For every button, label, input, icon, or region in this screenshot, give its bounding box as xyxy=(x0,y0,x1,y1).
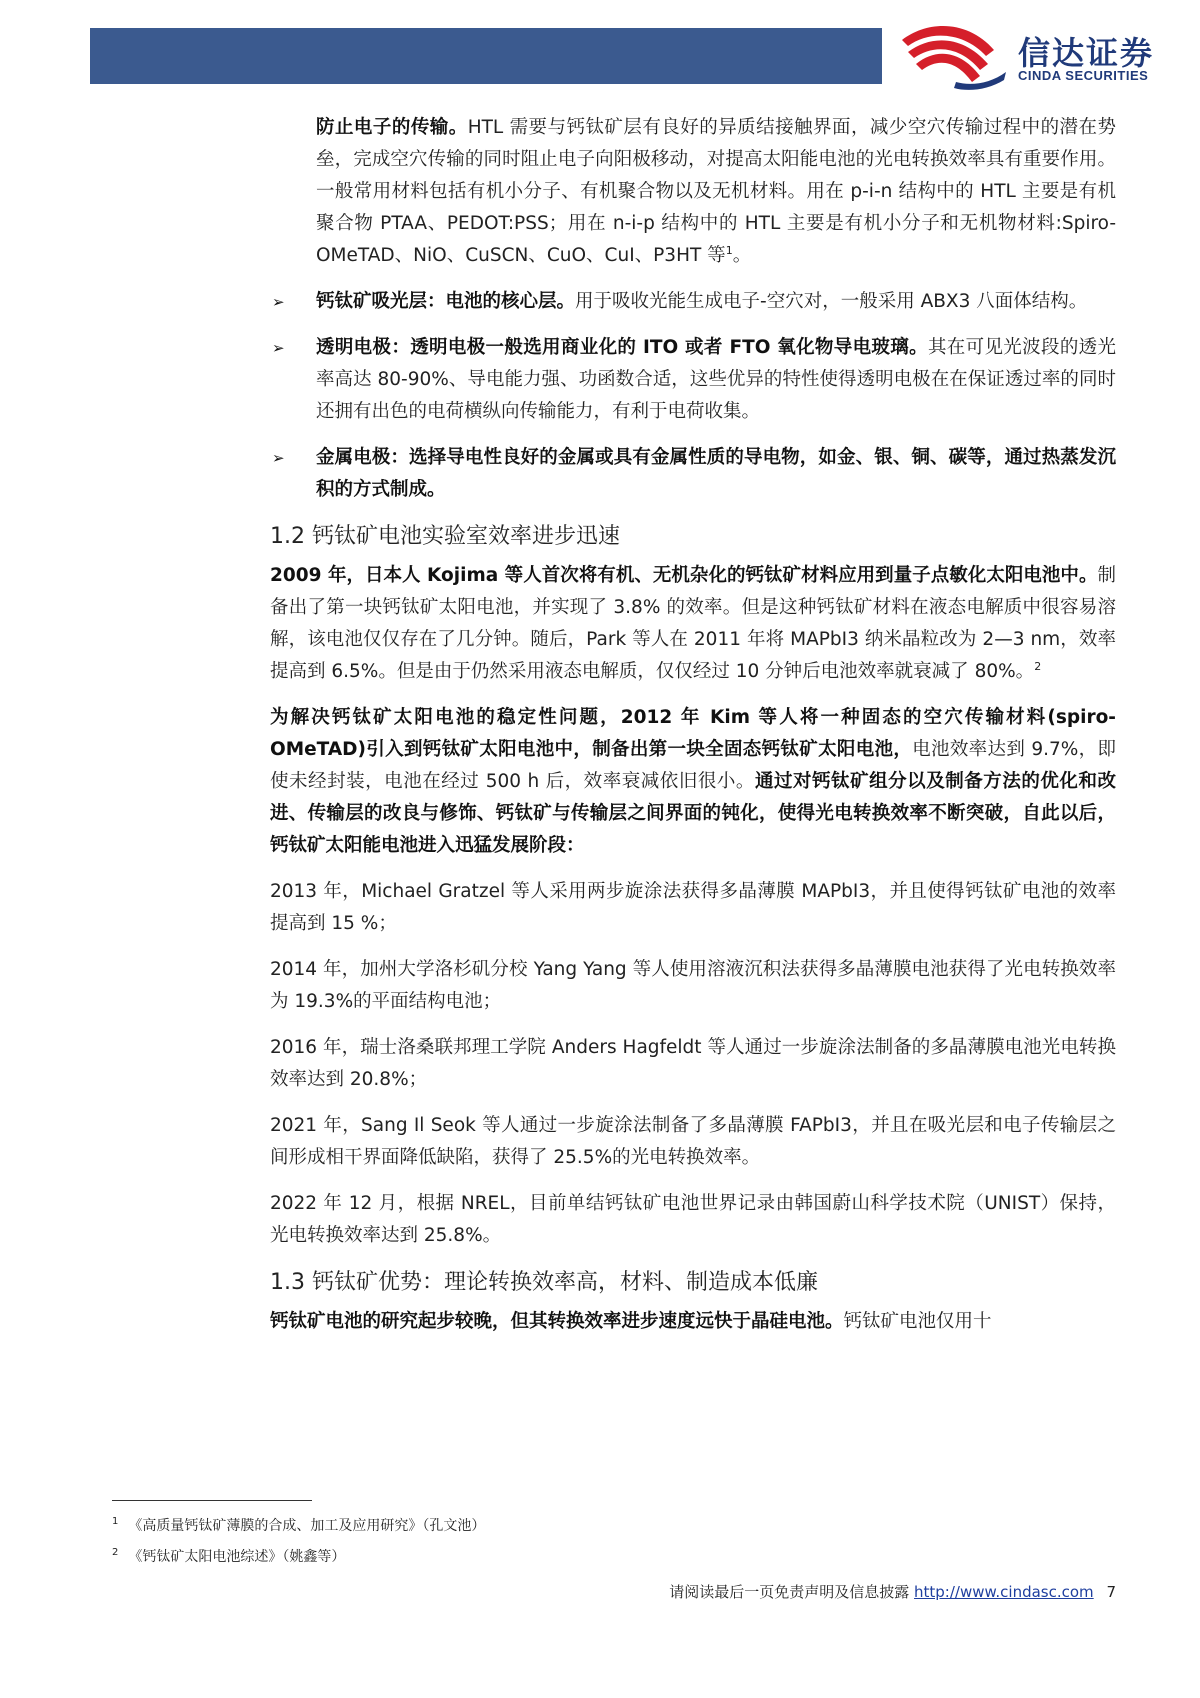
website-link[interactable]: http://www.cindasc.com xyxy=(914,1583,1094,1601)
milestone-2013: 2013 年，Michael Gratzel 等人采用两步旋涂法获得多晶薄膜 MAPbI3，并且使得钙钛矿电池的效率提高到 15 %； xyxy=(270,881,1116,934)
paragraph-text: 钙钛矿电池仅用十 xyxy=(843,1311,992,1332)
bullet-item xyxy=(270,332,1116,428)
bullet-item xyxy=(270,442,1116,506)
logo-chinese-text: 信达证券 xyxy=(1018,34,1155,72)
section-heading-1-2: 1.2 钙钛矿电池实验室效率进步迅速 xyxy=(270,524,620,549)
intro-text: HTL 需要与钙钛矿层有良好的异质结接触界面，减少空穴传输过程中的潜在势垒，完成空穴传输的同时阻止电子向阳极移动，对提高太阳能电池的光电转换效率具有重要作用。一般常用材料包括有机小分子、有机聚合物以及无机材料。用在 p-i-n 结构中的 HTL 主要是有机聚合物 PTAA、PEDOT:PSS；用在 n-i-p 结构中的 HTL 主要是有机小分子和无机物材料:Spiro-OMeTAD、NiO、CuSCN、CuO、CuI、P3HT 等 xyxy=(316,117,1116,266)
bullet-arrow-icon: ➢ xyxy=(272,449,285,467)
bullet-text: 用于吸收光能生成电子-空穴对，一般采用 ABX3 八面体结构。 xyxy=(575,291,1088,312)
intro-bold: 防止电子的传输。 xyxy=(316,117,468,138)
header-bar xyxy=(90,28,882,84)
intro-end: 。 xyxy=(732,245,752,266)
paragraph-bold: 为解决钙钛矿太阳电池的稳定性问题，2012 年 Kim 等人将一种固态的空穴传输材料(spiro-OMeTAD)引入到钙钛矿太阳电池中，制备出第一块全固态钙钛矿太阳电池， xyxy=(270,707,1116,760)
paragraph-bold: 钙钛矿电池的研究起步较晚，但其转换效率进步速度远快于晶硅电池。 xyxy=(270,1311,844,1332)
footnote-number: 1 xyxy=(112,1516,119,1528)
milestone-2014: 2014 年，加州大学洛杉矶分校 Yang Yang 等人使用溶液沉积法获得多晶薄膜电池获得了光电转换效率为 19.3%的平面结构电池； xyxy=(270,959,1116,1012)
paragraph-2009 xyxy=(270,560,1116,688)
footnote-divider xyxy=(112,1500,312,1501)
paragraph-advantage xyxy=(270,1306,1116,1338)
milestone-2016: 2016 年，瑞士洛桑联邦理工学院 Anders Hagfeldt 等人通过一步旋涂法制备的多晶薄膜电池光电转换效率达到 20.8%； xyxy=(270,1037,1116,1090)
bullet-bold: 透明电极：透明电极一般选用商业化的 ITO 或者 FTO 氧化物导电玻璃。 xyxy=(316,337,928,358)
cinda-logo-swoosh-icon xyxy=(898,22,1010,90)
footer xyxy=(669,1581,1116,1602)
milestone-2022: 2022 年 12 月，根据 NREL，目前单结钙钛矿电池世界记录由韩国蔚山科学技术院（UNIST）保持，光电转换效率达到 25.8%。 xyxy=(270,1193,1116,1246)
footnote-1 xyxy=(112,1516,485,1536)
bullet-bold: 钙钛矿吸光层：电池的核心层。 xyxy=(316,291,576,312)
paragraph-2012 xyxy=(270,702,1116,862)
footnote-2 xyxy=(112,1547,345,1567)
bullet-arrow-icon: ➢ xyxy=(272,293,285,311)
main-content xyxy=(270,112,1116,1338)
intro-paragraph xyxy=(270,112,1116,272)
paragraph-bold: 通过对钙钛矿组分以及制备方法的优化和改进、传输层的改良与修饰、钙钛矿与传输层之间界面的钝化，使得光电转换效率不断突破，自此以后，钙钛矿太阳能电池进入迅猛发展阶段： xyxy=(270,771,1116,856)
footnote-number: 2 xyxy=(112,1547,119,1559)
paragraph-text: 制备出了第一块钙钛矿太阳电池，并实现了 3.8% 的效率。但是这种钙钛矿材料在液态电解质中很容易溶解，该电池仅仅存在了几分钟。随后，Park 等人在 2011 年将 MAPbI3 纳米晶粒改为 2—3 nm，效率提高到 6.5%。但是由于仍然采用液态电解质，仅仅经过 10 分钟后电池效率就衰减了 80%。 xyxy=(270,565,1116,682)
bullet-arrow-icon: ➢ xyxy=(272,339,285,357)
footnote-ref-1: 1 xyxy=(725,243,733,257)
bullet-text: 其在可见光波段的透光率高达 80-90%、导电能力强、功函数合适，这些优异的特性使得透明电极在在保证透过率的同时还拥有出色的电荷横纵向传输能力，有利于电荷收集。 xyxy=(316,337,1116,422)
footnote-text: 《钙钛矿太阳电池综述》（姚鑫等） xyxy=(128,1549,346,1565)
section-heading-1-3: 1.3 钙钛矿优势：理论转换效率高，材料、制造成本低廉 xyxy=(270,1270,818,1295)
paragraph-text: 电池效率达到 9.7%，即使未经封装，电池在经过 500 h 后，效率衰减依旧很小。 xyxy=(270,739,1116,792)
page-number: 7 xyxy=(1106,1583,1116,1601)
cinda-logo xyxy=(898,22,1188,92)
footnote-text: 《高质量钙钛矿薄膜的合成、加工及应用研究》（孔文池） xyxy=(128,1518,486,1534)
logo-english-text: CINDA SECURITIES xyxy=(1018,68,1149,83)
bullet-bold: 金属电极：选择导电性良好的金属或具有金属性质的导电物，如金、银、铜、碳等，通过热蒸发沉积的方式制成。 xyxy=(316,447,1116,500)
disclaimer-text: 请阅读最后一页免责声明及信息披露 xyxy=(669,1583,910,1601)
footnote-ref-2: 2 xyxy=(1034,659,1042,673)
milestone-2021: 2021 年，Sang Il Seok 等人通过一步旋涂法制备了多晶薄膜 FAPbI3，并且在吸光层和电子传输层之间形成相干界面降低缺陷，获得了 25.5%的光电转换效率。 xyxy=(270,1115,1116,1168)
bullet-item xyxy=(270,286,1116,318)
paragraph-bold: 2009 年，日本人 Kojima 等人首次将有机、无机杂化的钙钛矿材料应用到量子点敏化太阳电池中。 xyxy=(270,565,1098,586)
